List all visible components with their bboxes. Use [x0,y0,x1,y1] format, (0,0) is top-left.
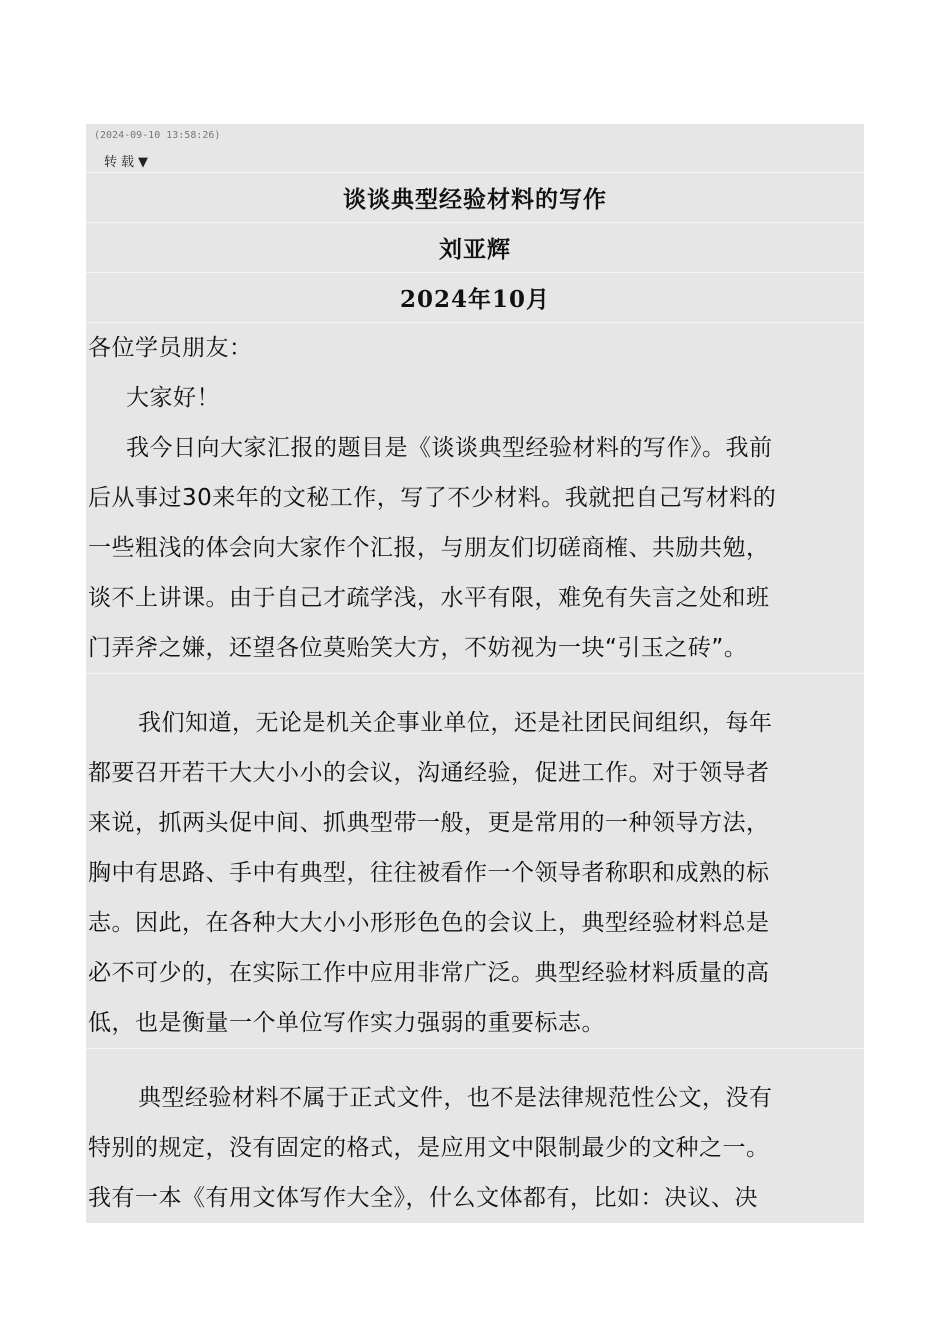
paragraph-line: 我有一本《有用文体写作大全》，什么文体都有，比如：决议、决 [88,1185,758,1211]
paragraph-line: 必不可少的，在实际工作中应用非常广泛。典型经验材料质量的高 [88,960,770,986]
greeting: 大家好！ [126,385,220,411]
paragraph-line: 典型经验材料不属于正式文件，也不是法律规范性公文，没有 [138,1085,773,1111]
paragraph-line: 门弄斧之嫌，还望各位莫贻笑大方，不妨视为一块“引玉之砖”。 [88,635,748,661]
paragraph-line: 后从事过30来年的文秘工作，写了不少材料。我就把自己写材料的 [88,485,777,511]
paragraph-line: 特别的规定，没有固定的格式，是应用文中限制最少的文种之一。 [88,1135,770,1161]
post-timestamp: (2024-09-10 13:58:26) [94,130,221,141]
paragraph-line: 低，也是衡量一个单位写作实力强弱的重要标志。 [88,1010,605,1036]
article-title: 谈谈典型经验材料的写作 [86,173,864,223]
paragraph-spacer [86,1048,864,1073]
paragraph-spacer [86,673,864,698]
paragraph-1 [86,423,864,673]
paragraph-3 [86,1073,864,1223]
post-meta [86,124,864,173]
paragraph-2 [86,698,864,1048]
article-author: 刘亚辉 [86,223,864,273]
paragraph-line: 谈不上讲课。由于自己才疏学浅，水平有限，难免有失言之处和班 [88,585,770,611]
paragraph-line: 一些粗浅的体会向大家作个汇报，与朋友们切磋商榷、共励共勉， [88,535,770,561]
paragraph-line: 来说，抓两头促中间、抓典型带一般，更是常用的一种领导方法， [88,810,770,836]
repost-dropdown[interactable]: 转载▼ [104,155,152,170]
paragraph-line: 我们知道，无论是机关企事业单位，还是社团民间组织，每年 [138,710,773,736]
article-content [86,124,864,1223]
paragraph-line: 志。因此，在各种大大小小形形色色的会议上，典型经验材料总是 [88,910,770,936]
article-date: 2024年10月 [86,273,864,323]
paragraph-line: 胸中有思路、手中有典型，往往被看作一个领导者称职和成熟的标 [88,860,770,886]
paragraph-line: 都要召开若干大大小小的会议，沟通经验，促进工作。对于领导者 [88,760,770,786]
salutation: 各位学员朋友： [88,335,253,361]
paragraph-line: 我今日向大家汇报的题目是《谈谈典型经验材料的写作》。我前 [126,435,773,461]
